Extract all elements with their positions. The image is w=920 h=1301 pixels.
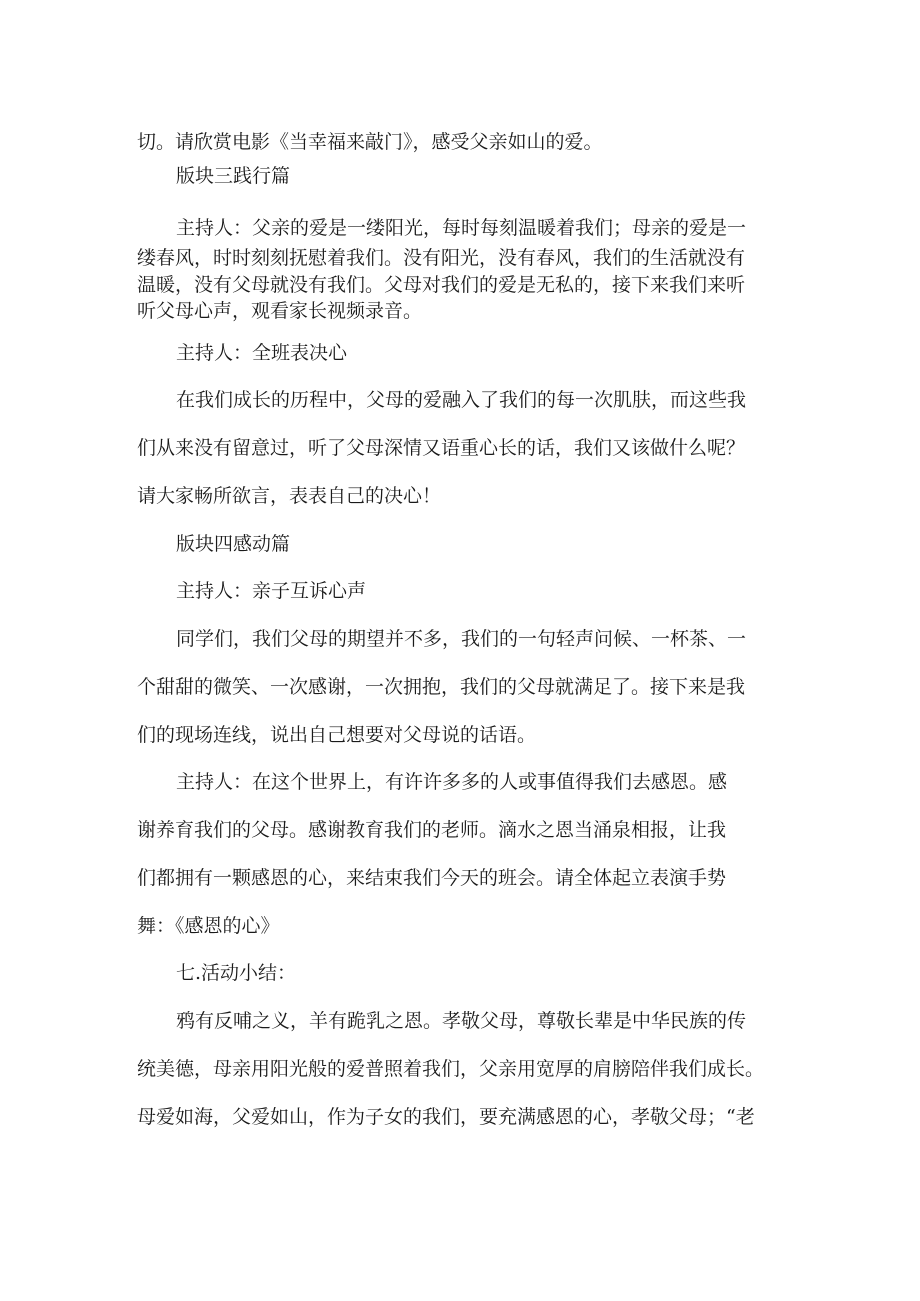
paragraph-line: 主持人：全班表决心 <box>176 342 348 364</box>
section-heading: 版块四感动篇 <box>176 533 291 555</box>
paragraph-line: 听父母心声，观看家长视频录音。 <box>137 300 423 322</box>
paragraph-line: 母爱如海，父爱如山，作为子女的我们，要充满感恩的心，孝敬父母；“老 <box>137 1106 755 1128</box>
paragraph-line: 舞：《感恩的心》 <box>137 915 280 937</box>
paragraph-line: 统美德，母亲用阳光般的爱普照着我们，父亲用宽厚的肩膀陪伴我们成长。 <box>137 1058 765 1080</box>
section-heading: 七.活动小结： <box>176 962 297 984</box>
paragraph-line: 谢养育我们的父母。感谢教育我们的老师。滴水之恩当涌泉相报，让我 <box>137 819 727 841</box>
paragraph-line: 们都拥有一颗感恩的心，来结束我们今天的班会。请全体起立表演手势 <box>137 867 727 889</box>
paragraph-line: 主持人：在这个世界上，有许许多多的人或事值得我们去感恩。感 <box>176 771 728 793</box>
paragraph-line: 主持人：父亲的爱是一缕阳光，每时每刻温暖着我们；母亲的爱是一 <box>176 217 747 239</box>
paragraph-line: 们从来没有留意过，听了父母深情又语重心长的话，我们又该做什么呢？ <box>137 437 746 459</box>
paragraph-line: 在我们成长的历程中，父母的爱融入了我们的每一次肌肤，而这些我 <box>176 389 747 411</box>
paragraph-line: 缕春风，时时刻刻抚慰着我们。没有阳光，没有春风，我们的生活就没有 <box>137 247 746 269</box>
paragraph-line: 温暖，没有父母就没有我们。父母对我们的爱是无私的，接下来我们来听 <box>137 274 746 296</box>
paragraph-line: 们的现场连线，说出自己想要对父母说的话语。 <box>137 724 537 746</box>
paragraph-line: 鸦有反哺之义，羊有跪乳之恩。孝敬父母，尊敬长辈是中华民族的传 <box>176 1010 747 1032</box>
paragraph-line: 请大家畅所欲言，表表自己的决心！ <box>137 485 442 507</box>
section-heading: 版块三践行篇 <box>176 165 291 187</box>
paragraph-line: 个甜甜的微笑、一次感谢，一次拥抱，我们的父母就满足了。接下来是我 <box>137 676 746 698</box>
paragraph-line: 切。请欣赏电影《当幸福来敲门》，感受父亲如山的爱。 <box>137 131 603 153</box>
paragraph-line: 同学们，我们父母的期望并不多，我们的一句轻声问候、一杯茶、一 <box>176 628 747 650</box>
paragraph-line: 主持人：亲子互诉心声 <box>176 580 367 602</box>
